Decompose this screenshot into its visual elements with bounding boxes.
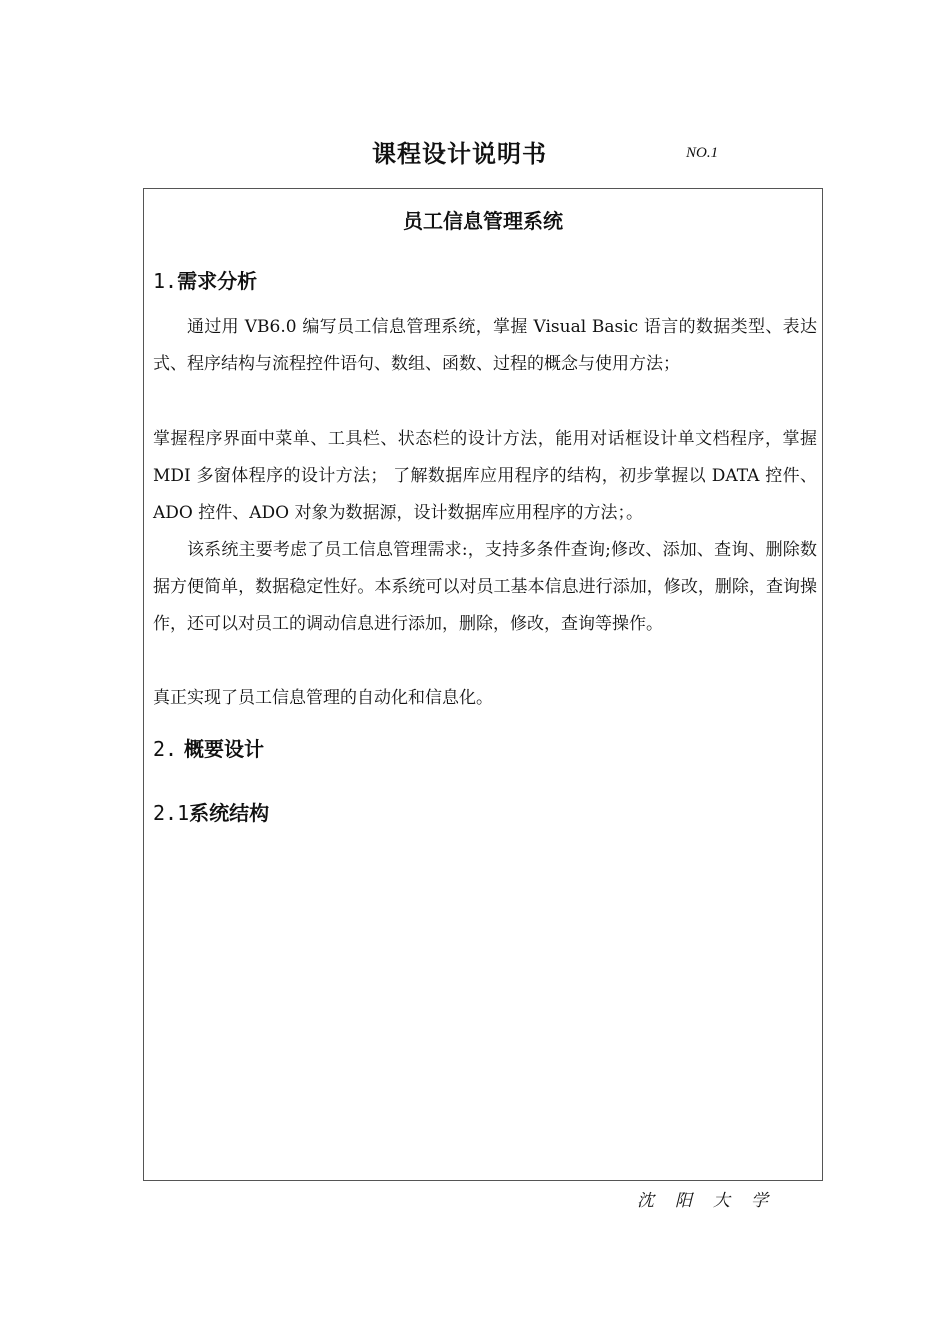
paragraph-system: 该系统主要考虑了员工信息管理需求:，支持多条件查询;修改、添加、查询、删除数据方便简单，数据稳定性好。本系统可以对员工基本信息进行添加，修改，删除，查询操作，还可以对员工的调动信息进行添加，删除，修改，查询等操作。 (153, 540, 817, 634)
page-number: NO.1 (686, 145, 719, 161)
section-heading-requirements (153, 265, 257, 294)
section-heading-overview (153, 733, 264, 762)
section-title: 需求分析 (177, 269, 258, 293)
content-frame (143, 188, 823, 1181)
university-name: 沈阳大学 (637, 1191, 789, 1211)
paragraph-skills: 掌握程序界面中菜单、工具栏、状态栏的设计方法，能用对话框设计单文档程序，掌握 MDI 多窗体程序的设计方法； 了解数据库应用程序的结构，初步掌握以 DATA 控件、ADO 控件、ADO 对象为数据源，设计数据库应用程序的方法；。 (153, 429, 817, 523)
section-title: 系统结构 (189, 801, 270, 825)
section-number: 2.1 (153, 801, 190, 825)
document-title: 课程设计说明书 (372, 140, 547, 168)
paragraph-intro: 通过用 VB6.0 编写员工信息管理系统，掌握 Visual Basic 语言的数据类型、表达式、程序结构与流程控件语句、数组、函数、过程的概念与使用方法； (153, 317, 817, 374)
section-title: 概要设计 (177, 737, 265, 761)
form-title: 员工信息管理系统 (403, 209, 563, 233)
section-number: 1. (153, 269, 178, 293)
section-heading-structure (153, 797, 269, 826)
section-number: 2. (153, 737, 178, 761)
paragraph-summary: 真正实现了员工信息管理的自动化和信息化。 (153, 688, 493, 708)
